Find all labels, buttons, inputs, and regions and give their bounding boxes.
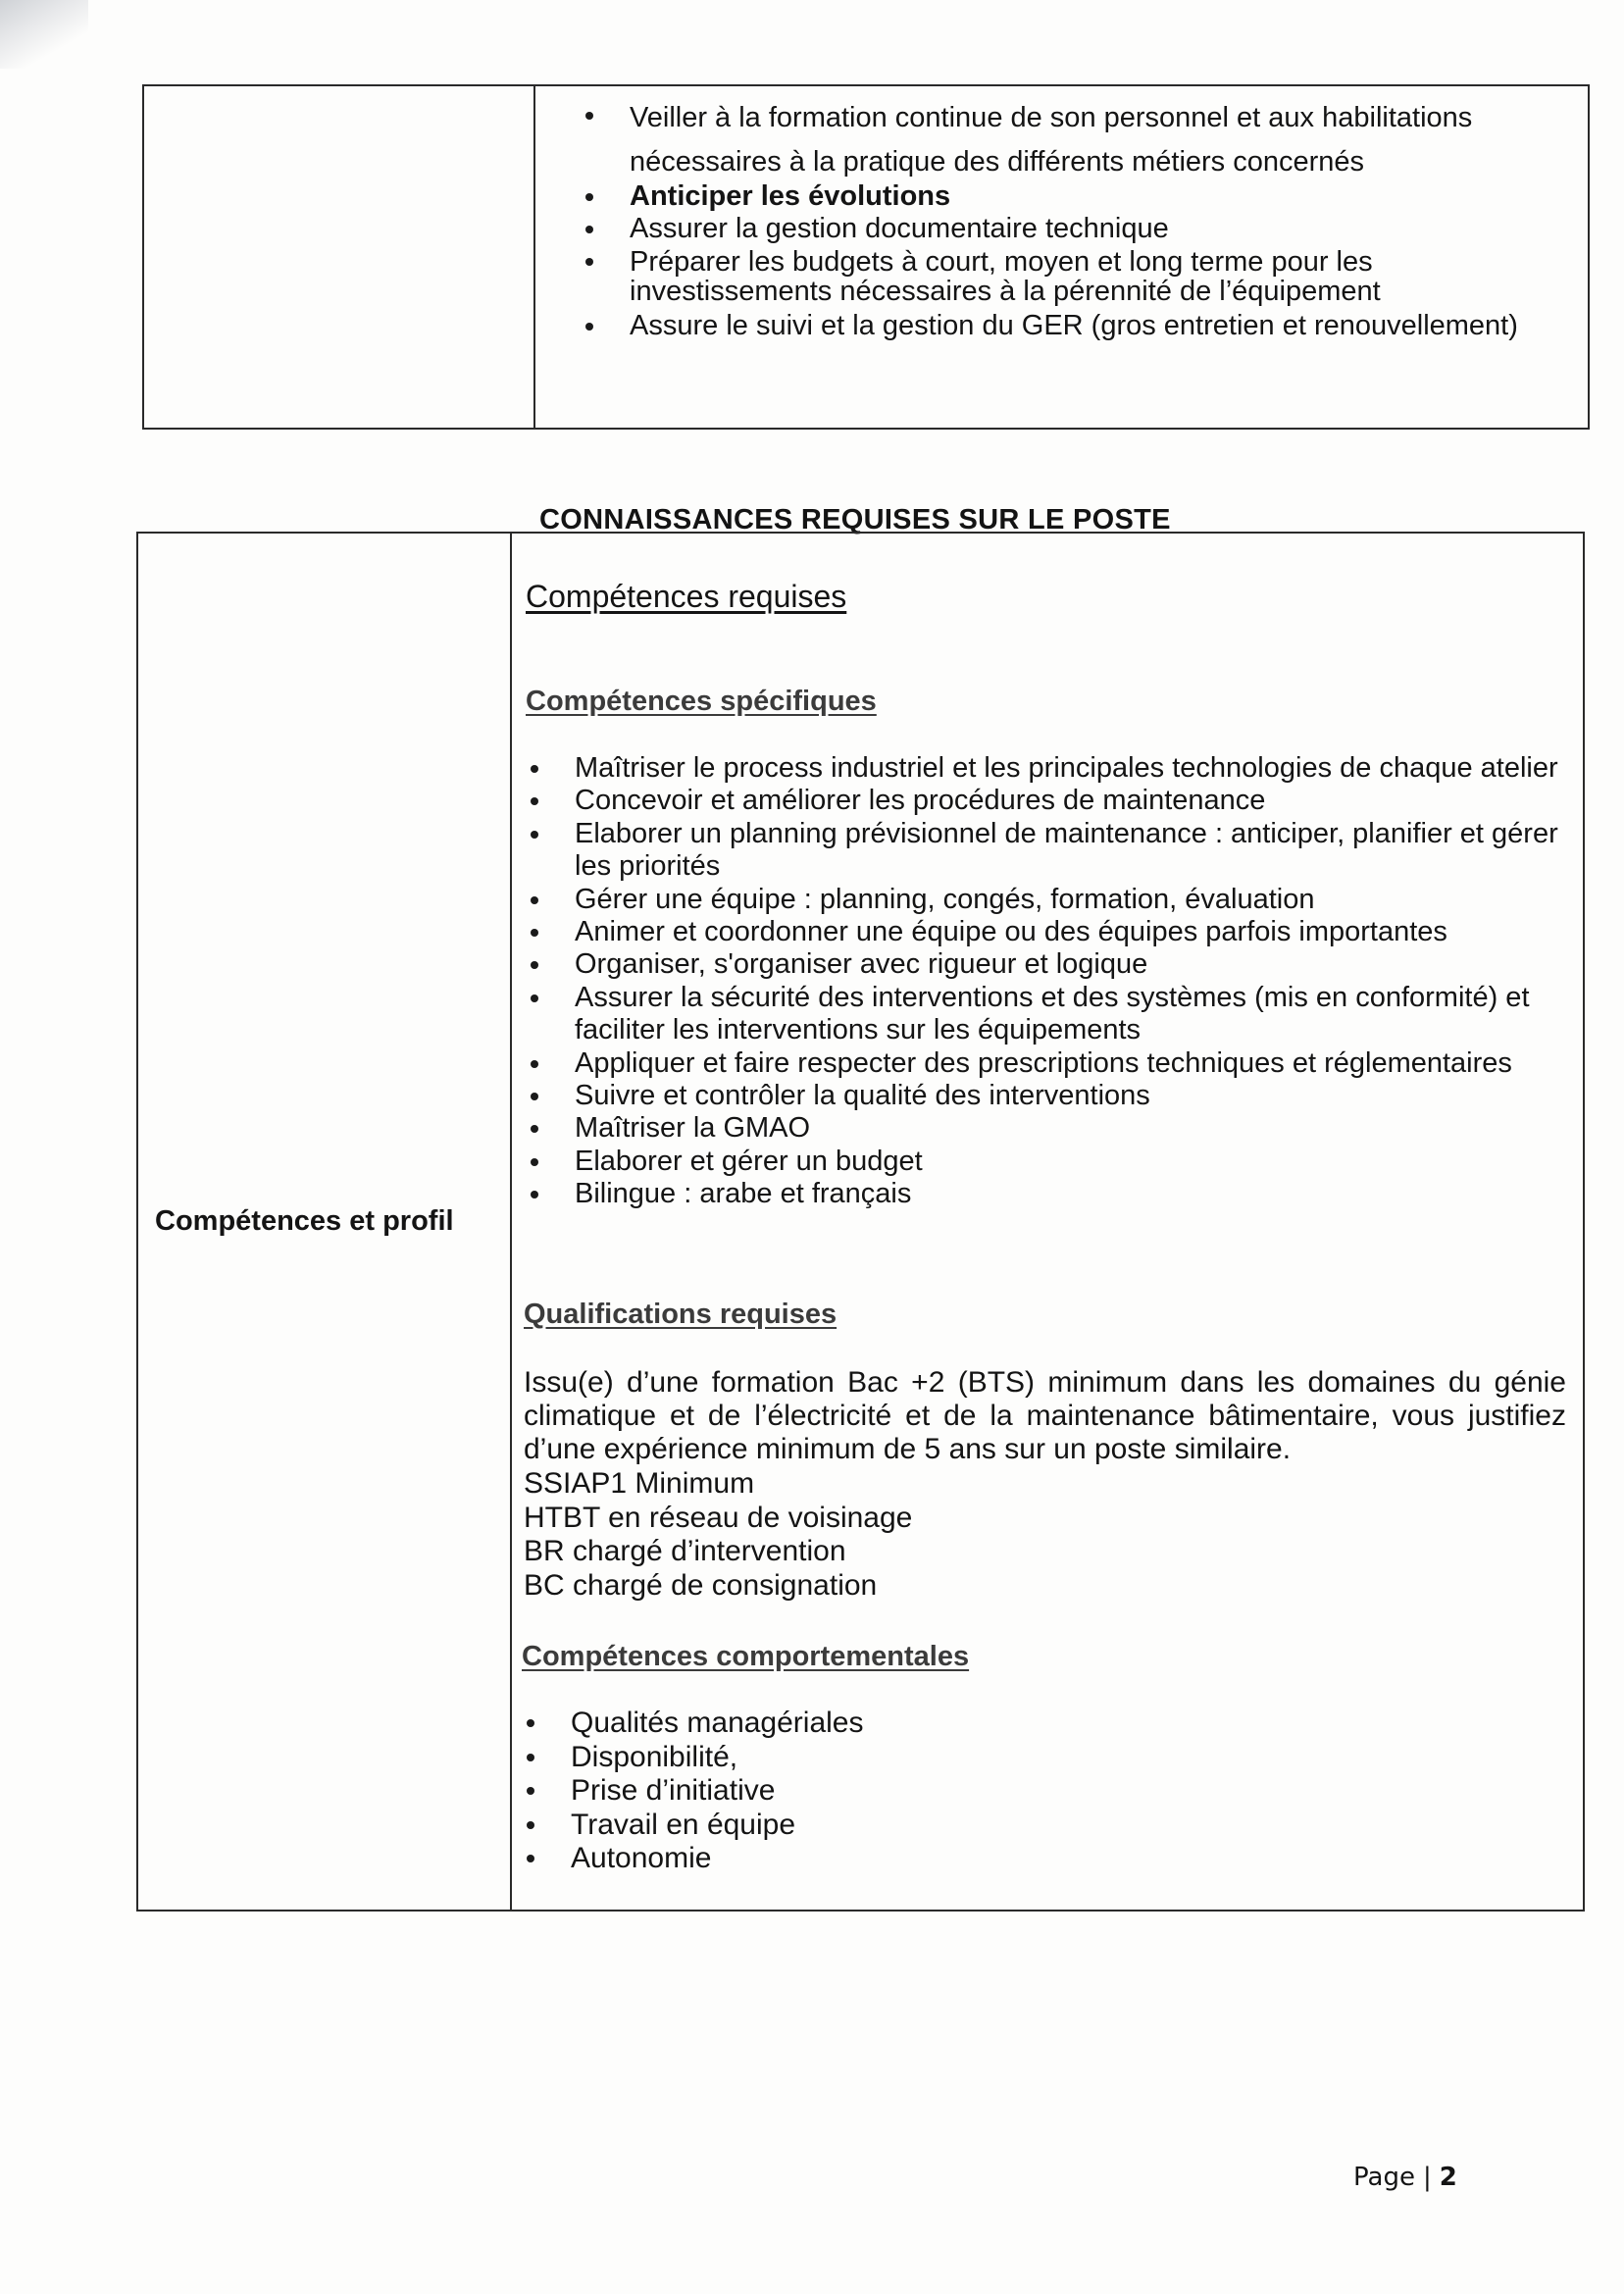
knowledge-table <box>136 532 1585 1912</box>
bullet-icon <box>527 1754 534 1761</box>
list-item: Concevoir et améliorer les procédures de maintenance <box>526 785 1565 817</box>
behavioral-skills-list <box>522 1707 1306 1876</box>
list-item: Bilingue : arabe et français <box>526 1178 1565 1210</box>
list-item: Maîtriser la GMAO <box>526 1112 1565 1145</box>
list-item: Gérer une équipe : planning, congés, formation, évaluation <box>526 884 1565 916</box>
page-number: 2 <box>1439 2163 1457 2192</box>
list-item: Elaborer et gérer un budget <box>526 1146 1565 1178</box>
table-divider <box>533 86 535 428</box>
list-item: Maîtriser le process industriel et les principales technologies de chaque atelier <box>526 752 1565 785</box>
bullet-icon <box>527 1855 534 1862</box>
bullet-icon <box>531 1158 538 1166</box>
page-footer <box>1353 2163 1457 2192</box>
bullet-icon <box>585 258 593 266</box>
list-item: SSIAP1 Minimum <box>524 1467 755 1500</box>
list-item: Anticiper les évolutions <box>581 180 1571 213</box>
list-item: Animer et coordonner une équipe ou des équipes parfois importantes <box>526 916 1565 948</box>
list-item: Prise d’initiative <box>522 1774 1306 1809</box>
specific-skills-heading: Compétences spécifiques <box>526 686 877 717</box>
bullet-icon <box>585 193 593 201</box>
list-item: Veiller à la formation continue de son personnel et aux habilitations nécessaires à la pratique des différents métiers concernés <box>581 96 1571 184</box>
bullet-icon <box>527 1787 534 1795</box>
qualifications-list <box>524 1467 912 1603</box>
list-item: Organiser, s'organiser avec rigueur et logique <box>526 948 1565 981</box>
table-divider <box>510 534 512 1910</box>
bullet-icon <box>527 1821 534 1829</box>
list-item: Préparer les budgets à court, moyen et long terme pour les investissements nécessaires à la pérennité de l’équipement <box>581 245 1571 306</box>
bullet-icon <box>531 1125 538 1133</box>
list-item: BR chargé d’intervention <box>524 1535 846 1567</box>
behavioral-skills-heading: Compétences comportementales <box>522 1641 970 1672</box>
bullet-icon <box>531 797 538 805</box>
bullet-icon <box>531 896 538 904</box>
bullet-icon <box>527 1719 534 1727</box>
specific-skills-list <box>526 752 1565 1211</box>
list-item: Assurer la sécurité des interventions et des systèmes (mis en conformité) et faciliter les interventions sur les équipements <box>526 982 1565 1047</box>
bullet-icon <box>531 961 538 969</box>
list-item: BC chargé de consignation <box>524 1568 878 1602</box>
scan-artifact <box>0 0 88 69</box>
section-title: CONNAISSANCES REQUISES SUR LE POSTE <box>539 504 1171 535</box>
responsibilities-table <box>142 84 1590 430</box>
list-item: HTBT en réseau de voisinage <box>524 1501 913 1534</box>
responsibilities-list <box>581 96 1571 342</box>
list-item: Autonomie <box>522 1842 1306 1876</box>
competences-heading: Compétences requises <box>526 579 847 614</box>
list-item: Travail en équipe <box>522 1809 1306 1843</box>
bullet-icon <box>531 831 538 839</box>
qualifications-heading: Qualifications requises <box>524 1299 837 1330</box>
bullet-icon <box>585 112 593 120</box>
list-item: Assurer la gestion documentaire technique <box>581 213 1571 245</box>
bullet-icon <box>585 323 593 331</box>
page-label: Page <box>1353 2163 1415 2192</box>
list-item: Qualités managériales <box>522 1707 1306 1741</box>
bullet-icon <box>531 765 538 773</box>
list-item: Assure le suivi et la gestion du GER (gros entretien et renouvellement) <box>581 310 1571 342</box>
bullet-icon <box>531 994 538 1002</box>
page-separator: | <box>1422 2163 1432 2192</box>
list-item: Disponibilité, <box>522 1741 1306 1775</box>
qualifications-paragraph: Issu(e) d’une formation Bac +2 (BTS) minimum dans les domaines du génie climatique et de l’électricité et de la maintenance bâtimentaire, vous justifiez d’une expérience minimum de 5 ans sur un poste similaire. <box>524 1366 1566 1465</box>
bullet-icon <box>531 929 538 937</box>
row-label: Compétences et profil <box>155 1205 454 1237</box>
list-item: Appliquer et faire respecter des prescriptions techniques et réglementaires <box>526 1047 1565 1080</box>
list-item: Suivre et contrôler la qualité des interventions <box>526 1080 1565 1112</box>
bullet-icon <box>531 1060 538 1068</box>
list-item: Elaborer un planning prévisionnel de maintenance : anticiper, planifier et gérer les priorités <box>526 818 1565 884</box>
bullet-icon <box>585 226 593 233</box>
bullet-icon <box>531 1191 538 1198</box>
bullet-icon <box>531 1093 538 1100</box>
